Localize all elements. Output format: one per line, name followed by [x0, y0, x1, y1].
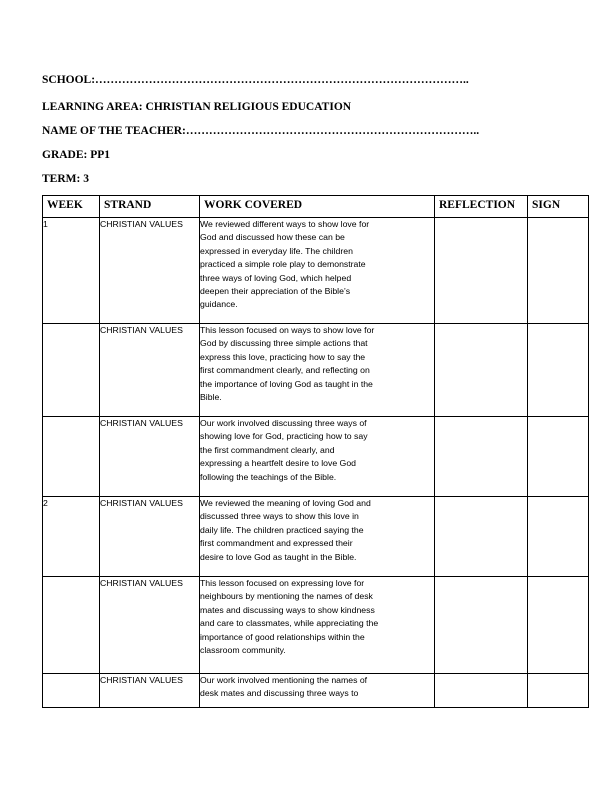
work-line: Our work involved discussing three ways of: [200, 418, 367, 428]
work-line: the importance of loving God as taught in the: [200, 378, 373, 389]
strand-cell: CHRISTIAN VALUES: [100, 324, 200, 417]
work-line: discussed three ways to show this love in: [200, 511, 359, 522]
work-line: following the teachings of the Bible.: [200, 471, 337, 482]
work-line: We reviewed the meaning of loving God and: [200, 498, 371, 508]
table-row: [43, 218, 589, 324]
strand-cell: CHRISTIAN VALUES: [100, 674, 200, 708]
work-line: the first commandment clearly, and: [200, 444, 335, 455]
work-line: classroom community.: [200, 645, 286, 656]
week-cell: [43, 417, 100, 497]
work-covered-cell: [200, 417, 435, 497]
work-line: expressing a heartfelt desire to love God: [200, 458, 356, 469]
strand-cell: CHRISTIAN VALUES: [100, 577, 200, 674]
strand-cell: CHRISTIAN VALUES: [100, 218, 200, 324]
column-header-week: WEEK: [43, 196, 100, 218]
column-header-strand: STRAND: [100, 196, 200, 218]
work-line: first commandment clearly, and reflecting on: [200, 365, 370, 376]
column-header-reflection: REFLECTION: [435, 196, 528, 218]
learning-area: LEARNING AREA: CHRISTIAN RELIGIOUS EDUCATION: [42, 101, 352, 113]
reflection-cell[interactable]: [435, 577, 528, 674]
sign-cell[interactable]: [528, 417, 589, 497]
work-line: importance of good relationships within the: [200, 631, 365, 642]
work-line: practiced a simple role play to demonstrate: [200, 259, 366, 270]
work-line: express this love, practicing how to say the: [200, 351, 366, 362]
work-line: expressed in everyday life. The children: [200, 245, 353, 256]
work-line: This lesson focused on expressing love for: [200, 578, 365, 588]
table-row: [43, 577, 589, 674]
reflection-cell[interactable]: [435, 417, 528, 497]
work-line: showing love for God, practicing how to say: [200, 431, 368, 442]
work-line: desire to love God as taught in the Bible.: [200, 551, 357, 562]
work-line: God by discussing three simple actions that: [200, 338, 368, 349]
work-line: neighbours by mentioning the names of desk: [200, 591, 373, 602]
work-line: We reviewed different ways to show love for: [200, 219, 370, 229]
table-row: [43, 417, 589, 497]
school-field: SCHOOL:……………………………………………………………………………………..: [42, 74, 469, 86]
work-covered-cell: [200, 497, 435, 577]
strand-cell: CHRISTIAN VALUES: [100, 417, 200, 497]
table-header-row: [43, 196, 589, 218]
table-row: [43, 324, 589, 417]
work-line: This lesson focused on ways to show love for: [200, 325, 375, 335]
column-header-work-covered: WORK COVERED: [200, 196, 435, 218]
sign-cell[interactable]: [528, 577, 589, 674]
work-line: mates and discussing ways to show kindness: [200, 604, 375, 615]
column-header-sign: SIGN: [528, 196, 589, 218]
work-line: Our work involved mentioning the names of: [200, 675, 368, 685]
strand-cell: CHRISTIAN VALUES: [100, 497, 200, 577]
week-cell: [43, 324, 100, 417]
work-line: daily life. The children practiced saying the: [200, 524, 364, 535]
sign-cell[interactable]: [528, 324, 589, 417]
sign-cell[interactable]: [528, 218, 589, 324]
reflection-cell[interactable]: [435, 497, 528, 577]
week-cell: 1: [43, 218, 100, 324]
term: TERM: 3: [42, 173, 89, 185]
work-covered-cell: [200, 674, 435, 708]
reflection-cell[interactable]: [435, 218, 528, 324]
work-covered-cell: [200, 218, 435, 324]
work-line: God and discussed how these can be: [200, 232, 345, 243]
week-cell: [43, 674, 100, 708]
reflection-cell[interactable]: [435, 674, 528, 708]
work-line: desk mates and discussing three ways to: [200, 688, 359, 699]
work-covered-cell: [200, 577, 435, 674]
sign-cell[interactable]: [528, 497, 589, 577]
week-cell: 2: [43, 497, 100, 577]
reflection-cell[interactable]: [435, 324, 528, 417]
work-line: Bible.: [200, 392, 222, 403]
work-line: deepen their appreciation of the Bible’s: [200, 286, 351, 297]
work-line: guidance.: [200, 299, 238, 310]
teacher-name-field: NAME OF THE TEACHER:…………………………………………………………………..: [42, 125, 480, 137]
table-row: [43, 497, 589, 577]
table-row: [43, 674, 589, 708]
week-cell: [43, 577, 100, 674]
work-record-table: [42, 195, 589, 708]
grade: GRADE: PP1: [42, 149, 111, 161]
work-line: first commandment and expressed their: [200, 538, 353, 549]
work-covered-cell: [200, 324, 435, 417]
work-line: three ways of loving God, which helped: [200, 272, 352, 283]
sign-cell[interactable]: [528, 674, 589, 708]
work-line: and care to classmates, while appreciating the: [200, 618, 379, 629]
